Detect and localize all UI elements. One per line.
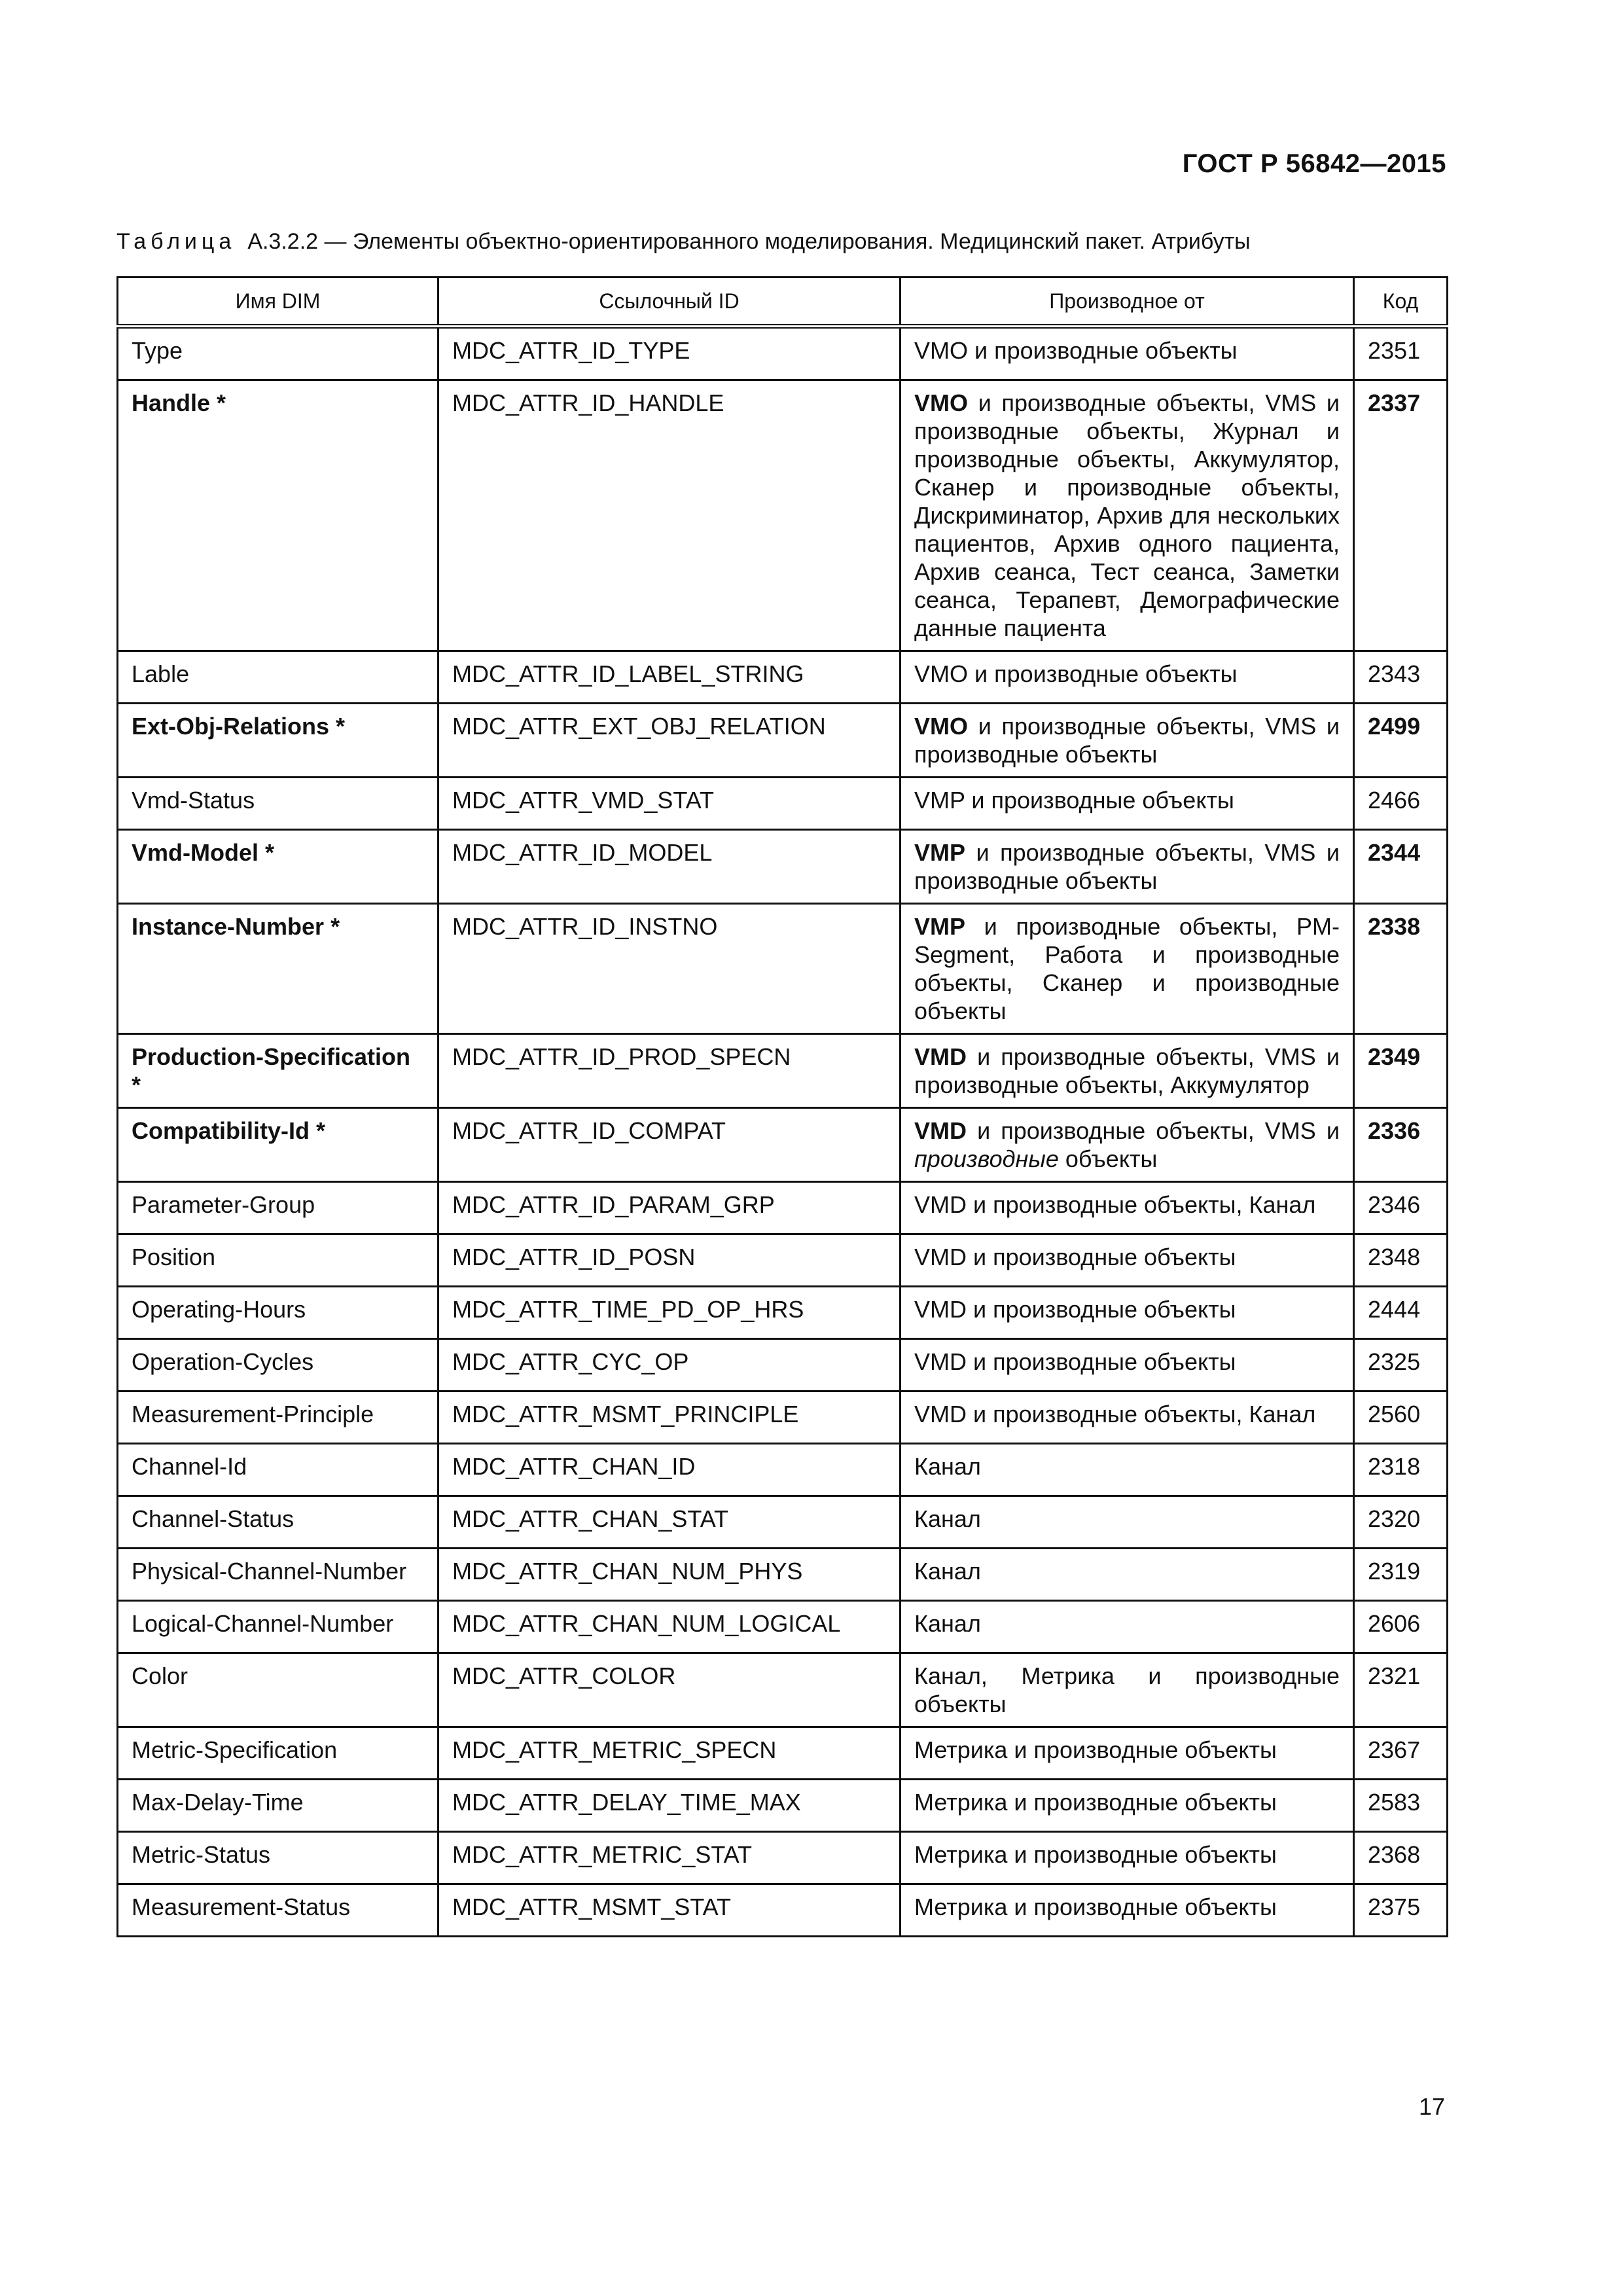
derived-from-lead: VMD bbox=[914, 1117, 967, 1144]
ref-id-cell: MDC_ATTR_ID_POSN bbox=[438, 1234, 901, 1287]
table-row bbox=[118, 1601, 1448, 1653]
table-row bbox=[118, 1496, 1448, 1549]
derived-from-text: VMO и производные объекты bbox=[914, 660, 1238, 687]
page-number: 17 bbox=[1418, 2093, 1445, 2120]
derived-from-text: и производные объекты, VMS и bbox=[967, 1117, 1340, 1144]
code-cell: 2466 bbox=[1354, 778, 1448, 830]
dim-name-cell: Handle * bbox=[118, 380, 438, 651]
ref-id-cell: MDC_ATTR_ID_INSTNO bbox=[438, 904, 901, 1034]
derived-from-italic: производные bbox=[914, 1145, 1059, 1172]
table-row bbox=[118, 1884, 1448, 1937]
ref-id-cell: MDC_ATTR_CHAN_NUM_PHYS bbox=[438, 1549, 901, 1601]
dim-name-cell: Vmd-Model * bbox=[118, 830, 438, 904]
table-row bbox=[118, 1391, 1448, 1444]
derived-from-cell bbox=[901, 1496, 1354, 1549]
ref-id-cell: MDC_ATTR_DELAY_TIME_MAX bbox=[438, 1780, 901, 1832]
derived-from-cell bbox=[901, 1727, 1354, 1780]
dim-name-cell: Vmd-Status bbox=[118, 778, 438, 830]
derived-from-cell bbox=[901, 1549, 1354, 1601]
dim-name-cell: Color bbox=[118, 1653, 438, 1727]
derived-from-text: Метрика и производные объекты bbox=[914, 1789, 1277, 1816]
ref-id-cell: MDC_ATTR_VMD_STAT bbox=[438, 778, 901, 830]
derived-from-cell bbox=[901, 380, 1354, 651]
dim-name-cell: Position bbox=[118, 1234, 438, 1287]
dim-name-cell: Ext-Obj-Relations * bbox=[118, 704, 438, 778]
dim-name-cell: Type bbox=[118, 327, 438, 380]
derived-from-cell bbox=[901, 904, 1354, 1034]
ref-id-cell: MDC_ATTR_ID_TYPE bbox=[438, 327, 901, 380]
code-cell: 2375 bbox=[1354, 1884, 1448, 1937]
derived-from-text: Канал bbox=[914, 1610, 981, 1637]
table-row bbox=[118, 904, 1448, 1034]
derived-from-cell bbox=[901, 1653, 1354, 1727]
code-cell: 2319 bbox=[1354, 1549, 1448, 1601]
code-cell: 2606 bbox=[1354, 1601, 1448, 1653]
derived-from-lead: VMO bbox=[914, 713, 969, 740]
table-row bbox=[118, 327, 1448, 380]
ref-id-cell: MDC_ATTR_CYC_OP bbox=[438, 1339, 901, 1391]
dim-name-cell: Operating-Hours bbox=[118, 1287, 438, 1339]
derived-from-text: VMD и производные объекты, Канал bbox=[914, 1401, 1316, 1427]
ref-id-cell: MDC_ATTR_CHAN_ID bbox=[438, 1444, 901, 1496]
derived-from-text: VMO и производные объекты bbox=[914, 337, 1238, 364]
derived-from-text: VMD и производные объекты, Канал bbox=[914, 1191, 1316, 1218]
table-caption-text: А.3.2.2 — Элементы объектно-ориентированного моделирования. Медицинский пакет. Атрибуты bbox=[247, 229, 1251, 254]
derived-from-cell bbox=[901, 1601, 1354, 1653]
derived-from-cell bbox=[901, 1234, 1354, 1287]
ref-id-cell: MDC_ATTR_TIME_PD_OP_HRS bbox=[438, 1287, 901, 1339]
table-caption-label: Таблица bbox=[116, 229, 236, 254]
derived-from-text: VMP и производные объекты bbox=[914, 787, 1234, 814]
code-cell: 2344 bbox=[1354, 830, 1448, 904]
code-cell: 2343 bbox=[1354, 651, 1448, 704]
code-cell: 2499 bbox=[1354, 704, 1448, 778]
table-header-row bbox=[118, 278, 1448, 327]
dim-name-cell: Max-Delay-Time bbox=[118, 1780, 438, 1832]
table-row bbox=[118, 1108, 1448, 1182]
derived-from-text: VMD и производные объекты bbox=[914, 1348, 1236, 1375]
code-cell: 2337 bbox=[1354, 380, 1448, 651]
dim-name-cell: Metric-Specification bbox=[118, 1727, 438, 1780]
table-row bbox=[118, 704, 1448, 778]
table-row bbox=[118, 651, 1448, 704]
derived-from-cell bbox=[901, 1287, 1354, 1339]
derived-from-cell bbox=[901, 1780, 1354, 1832]
code-cell: 2367 bbox=[1354, 1727, 1448, 1780]
table-row bbox=[118, 1182, 1448, 1234]
derived-from-text: VMD и производные объекты bbox=[914, 1244, 1236, 1270]
code-cell: 2348 bbox=[1354, 1234, 1448, 1287]
dim-name-cell: Instance-Number * bbox=[118, 904, 438, 1034]
derived-from-text: Канал bbox=[914, 1558, 981, 1585]
table-row bbox=[118, 1034, 1448, 1108]
derived-from-lead: VMP bbox=[914, 913, 966, 940]
dim-name-cell: Measurement-Principle bbox=[118, 1391, 438, 1444]
code-cell: 2349 bbox=[1354, 1034, 1448, 1108]
ref-id-cell: MDC_ATTR_MSMT_STAT bbox=[438, 1884, 901, 1937]
code-cell: 2325 bbox=[1354, 1339, 1448, 1391]
derived-from-text: и производные объекты, VMS и производные объекты, Журнал и производные объекты, Аккумулятор, Сканер и производные объекты, Дискриминатор, Архив для нескольких пациентов, Архив одного пациента, Архив сеанса, Тест сеанса, Заметки сеанса, Терапевт, Демографические данные пациента bbox=[914, 389, 1340, 641]
dim-name-cell: Measurement-Status bbox=[118, 1884, 438, 1937]
dim-name-cell: Lable bbox=[118, 651, 438, 704]
table-row bbox=[118, 1727, 1448, 1780]
ref-id-cell: MDC_ATTR_METRIC_SPECN bbox=[438, 1727, 901, 1780]
ref-id-cell: MDC_ATTR_METRIC_STAT bbox=[438, 1832, 901, 1884]
ref-id-cell: MDC_ATTR_EXT_OBJ_RELATION bbox=[438, 704, 901, 778]
derived-from-text: Канал, Метрика и производные объекты bbox=[914, 1662, 1340, 1717]
table-row bbox=[118, 1287, 1448, 1339]
derived-from-lead: VMP bbox=[914, 839, 966, 866]
derived-from-text: и производные объекты, PM-Segment, Работа и производные объекты, Сканер и производные объекты bbox=[914, 913, 1340, 1024]
derived-from-text: VMD и производные объекты bbox=[914, 1296, 1236, 1323]
dim-name-cell: Compatibility-Id * bbox=[118, 1108, 438, 1182]
attributes-table bbox=[116, 276, 1448, 1937]
dim-name-cell: Operation-Cycles bbox=[118, 1339, 438, 1391]
ref-id-cell: MDC_ATTR_ID_PROD_SPECN bbox=[438, 1034, 901, 1108]
dim-name-cell: Parameter-Group bbox=[118, 1182, 438, 1234]
derived-from-cell bbox=[901, 1339, 1354, 1391]
code-cell: 2583 bbox=[1354, 1780, 1448, 1832]
code-cell: 2320 bbox=[1354, 1496, 1448, 1549]
table-row bbox=[118, 380, 1448, 651]
derived-from-cell bbox=[901, 1034, 1354, 1108]
derived-from-cell bbox=[901, 327, 1354, 380]
derived-from-lead: VMD bbox=[914, 1043, 967, 1070]
code-cell: 2318 bbox=[1354, 1444, 1448, 1496]
ref-id-cell: MDC_ATTR_CHAN_NUM_LOGICAL bbox=[438, 1601, 901, 1653]
ref-id-cell: MDC_ATTR_ID_LABEL_STRING bbox=[438, 651, 901, 704]
derived-from-tail: объекты bbox=[1058, 1145, 1158, 1172]
derived-from-cell bbox=[901, 1391, 1354, 1444]
code-cell: 2368 bbox=[1354, 1832, 1448, 1884]
code-cell: 2321 bbox=[1354, 1653, 1448, 1727]
derived-from-cell bbox=[901, 704, 1354, 778]
table-row bbox=[118, 778, 1448, 830]
derived-from-cell bbox=[901, 778, 1354, 830]
code-cell: 2346 bbox=[1354, 1182, 1448, 1234]
derived-from-text: Метрика и производные объекты bbox=[914, 1893, 1277, 1920]
dim-name-cell: Channel-Id bbox=[118, 1444, 438, 1496]
derived-from-cell bbox=[901, 830, 1354, 904]
column-header-code: Код bbox=[1354, 278, 1448, 327]
code-cell: 2351 bbox=[1354, 327, 1448, 380]
derived-from-cell bbox=[901, 1832, 1354, 1884]
ref-id-cell: MDC_ATTR_MSMT_PRINCIPLE bbox=[438, 1391, 901, 1444]
column-header-derived-from: Производное от bbox=[901, 278, 1354, 327]
table-caption bbox=[116, 229, 1251, 255]
column-header-dim-name: Имя DIM bbox=[118, 278, 438, 327]
table-row bbox=[118, 830, 1448, 904]
derived-from-cell bbox=[901, 1884, 1354, 1937]
derived-from-cell bbox=[901, 1182, 1354, 1234]
dim-name-cell: Physical-Channel-Number bbox=[118, 1549, 438, 1601]
table-body bbox=[118, 327, 1448, 1937]
derived-from-cell bbox=[901, 1108, 1354, 1182]
dim-name-cell: Channel-Status bbox=[118, 1496, 438, 1549]
code-cell: 2444 bbox=[1354, 1287, 1448, 1339]
code-cell: 2336 bbox=[1354, 1108, 1448, 1182]
table-row bbox=[118, 1780, 1448, 1832]
derived-from-text: Метрика и производные объекты bbox=[914, 1841, 1277, 1868]
ref-id-cell: MDC_ATTR_ID_PARAM_GRP bbox=[438, 1182, 901, 1234]
derived-from-lead: VMO bbox=[914, 389, 969, 416]
derived-from-text: Канал bbox=[914, 1505, 981, 1532]
ref-id-cell: MDC_ATTR_ID_HANDLE bbox=[438, 380, 901, 651]
derived-from-text: Канал bbox=[914, 1453, 981, 1480]
derived-from-text: и производные объекты, VMS и производные объекты, Аккумулятор bbox=[914, 1043, 1340, 1098]
dim-name-cell: Production-Specification * bbox=[118, 1034, 438, 1108]
column-header-ref-id: Ссылочный ID bbox=[438, 278, 901, 327]
standard-designation: ГОСТ Р 56842—2015 bbox=[1182, 149, 1446, 178]
code-cell: 2338 bbox=[1354, 904, 1448, 1034]
dim-name-cell: Metric-Status bbox=[118, 1832, 438, 1884]
derived-from-cell bbox=[901, 1444, 1354, 1496]
dim-name-cell: Logical-Channel-Number bbox=[118, 1601, 438, 1653]
derived-from-text: и производные объекты, VMS и производные объекты bbox=[914, 713, 1340, 768]
table-row bbox=[118, 1444, 1448, 1496]
table-row bbox=[118, 1549, 1448, 1601]
table-row bbox=[118, 1653, 1448, 1727]
ref-id-cell: MDC_ATTR_CHAN_STAT bbox=[438, 1496, 901, 1549]
derived-from-text: и производные объекты, VMS и производные объекты bbox=[914, 839, 1340, 894]
derived-from-cell bbox=[901, 651, 1354, 704]
ref-id-cell: MDC_ATTR_ID_COMPAT bbox=[438, 1108, 901, 1182]
ref-id-cell: MDC_ATTR_ID_MODEL bbox=[438, 830, 901, 904]
table-row bbox=[118, 1234, 1448, 1287]
table-row bbox=[118, 1339, 1448, 1391]
derived-from-text: Метрика и производные объекты bbox=[914, 1736, 1277, 1763]
ref-id-cell: MDC_ATTR_COLOR bbox=[438, 1653, 901, 1727]
code-cell: 2560 bbox=[1354, 1391, 1448, 1444]
table-row bbox=[118, 1832, 1448, 1884]
